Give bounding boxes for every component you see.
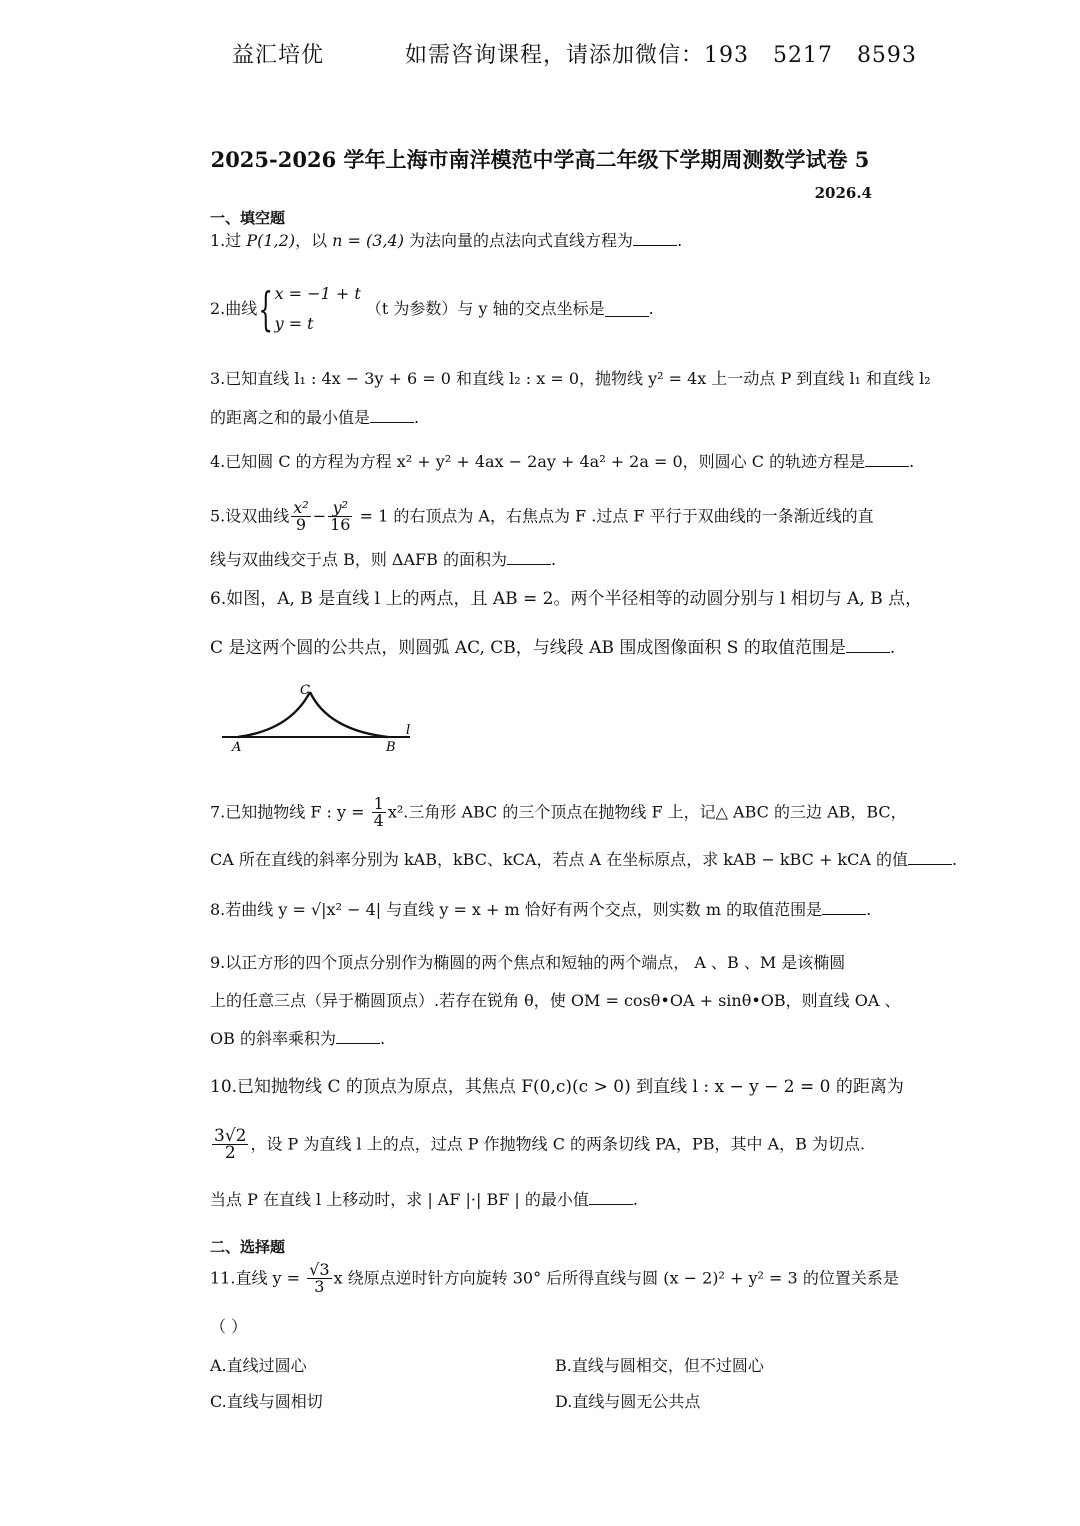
question-3-line-2: 的距离之和的最小值是 . (210, 408, 420, 427)
question-8: 8.若曲线 y = √|x² − 4| 与直线 y = x + m 恰好有两个交点，则实数 m 的取值范围是 . (210, 900, 872, 919)
question-5-line-1: 5.设双曲线 $\frac{\text{x²}}{9}$ − $\frac{\text{y²}}{16}$ = 1 的右顶点为 A，右焦点为 F .过点 F 平行于双曲线的一条渐近线的直 (210, 498, 874, 534)
question-9-line-2: 上的任意三点（异于椭圆顶点）.若存在锐角 θ，使 OM = cosθ•OA + sinθ•OB，则直线 OA 、 (210, 991, 901, 1010)
answer-blank (589, 1190, 633, 1205)
answer-blank (633, 231, 677, 246)
section-fill-heading: 一、填空题 (210, 209, 286, 227)
option-b[interactable]: B.直线与圆相交，但不过圆心 (555, 1356, 764, 1375)
question-11-paren: （ ） (210, 1317, 248, 1336)
question-4: 4.已知圆 C 的方程为方程 x² + y² + 4ax − 2ay + 4a² + 2a = 0，则圆心 C 的轨迹方程是 . (210, 452, 915, 471)
label-b: B (386, 740, 396, 755)
answer-blank (822, 900, 866, 915)
q6-figure (210, 680, 430, 760)
question-10-line-1: 10.已知抛物线 C 的顶点为原点，其焦点 F(0,c)(c > 0) 到直线 l : x − y − 2 = 0 的距离为 (210, 1077, 904, 1097)
option-d[interactable]: D.直线与圆无公共点 (555, 1392, 701, 1411)
answer-blank (605, 302, 649, 317)
question-10-line-3: 当点 P 在直线 l 上移动时，求 | AF |·| BF | 的最小值 . (210, 1190, 639, 1209)
arc-ac (238, 692, 310, 737)
question-6-line-2: C 是这两个圆的公共点，则圆弧 AC, CB，与线段 AB 围成图像面积 S 的取值范围是 . (210, 638, 896, 658)
exam-date: 2026.4 (814, 184, 872, 202)
brand-name: 益汇培优 (232, 43, 325, 68)
option-a[interactable]: A.直线过圆心 (210, 1356, 307, 1375)
question-9-line-1: 9.以正方形的四个顶点分别作为椭圆的两个焦点和短轴的两个端点， A 、B 、M 是该椭圆 (210, 953, 846, 972)
label-c: C (300, 683, 310, 698)
question-9-line-3: OB 的斜率乘积为 . (210, 1029, 386, 1048)
question-5-line-2: 线与双曲线交于点 B，则 ΔAFB 的面积为 . (210, 550, 557, 569)
question-1: 1.过 P(1,2)，以 n = (3,4) 为法向量的点法向式直线方程为 . (210, 231, 683, 250)
answer-blank (846, 638, 890, 653)
answer-blank (908, 850, 952, 865)
question-6-line-1: 6.如图，A, B 是直线 l 上的两点，且 AB = 2。两个半径相等的动圆分别与 l 相切与 A, B 点， (210, 589, 923, 609)
question-10-line-2: $\frac{3√2}{2}$ ，设 P 为直线 l 上的点，过点 P 作抛物线 C 的两条切线 PA，PB，其中 A，B 为切点. (214, 1126, 866, 1163)
question-7-line-1: 7.已知抛物线 F : y = $\frac{1}{4}$ x².三角形 ABC 的三个顶点在抛物线 F 上，记△ ABC 的三边 AB，BC， (210, 794, 907, 830)
label-l: l (406, 723, 411, 738)
answer-blank (507, 550, 551, 565)
exam-title: 2025-2026 学年上海市南洋模范中学高二年级下学期周测数学试卷 5 (210, 147, 870, 172)
contact-info: 如需咨询课程，请添加微信：193 5217 8593 (405, 43, 917, 68)
arc-cb (310, 692, 388, 737)
option-c[interactable]: C.直线与圆相切 (210, 1392, 323, 1411)
question-2: 2.曲线{ x = −1 + t y = t （t 为参数）与 y 轴的交点坐标是 . (210, 282, 654, 336)
label-a: A (232, 740, 242, 755)
question-7-line-2: CA 所在直线的斜率分别为 kAB，kBC、kCA，若点 A 在坐标原点，求 kAB − kBC + kCA 的值 . (210, 850, 958, 869)
answer-blank (370, 408, 414, 423)
answer-blank (336, 1029, 380, 1044)
question-11-line-1: 11.直线 y = $\frac{√3}{3}$ x 绕原点逆时针方向旋转 30° 后所得直线与圆 (x − 2)² + y² = 3 的位置关系是 (210, 1260, 899, 1296)
section-choice-heading: 二、选择题 (210, 1238, 286, 1256)
question-3-line-1: 3.已知直线 l₁ : 4x − 3y + 6 = 0 和直线 l₂ : x = 0，抛物线 y² = 4x 上一动点 P 到直线 l₁ 和直线 l₂ (210, 369, 931, 388)
answer-blank (865, 452, 909, 467)
